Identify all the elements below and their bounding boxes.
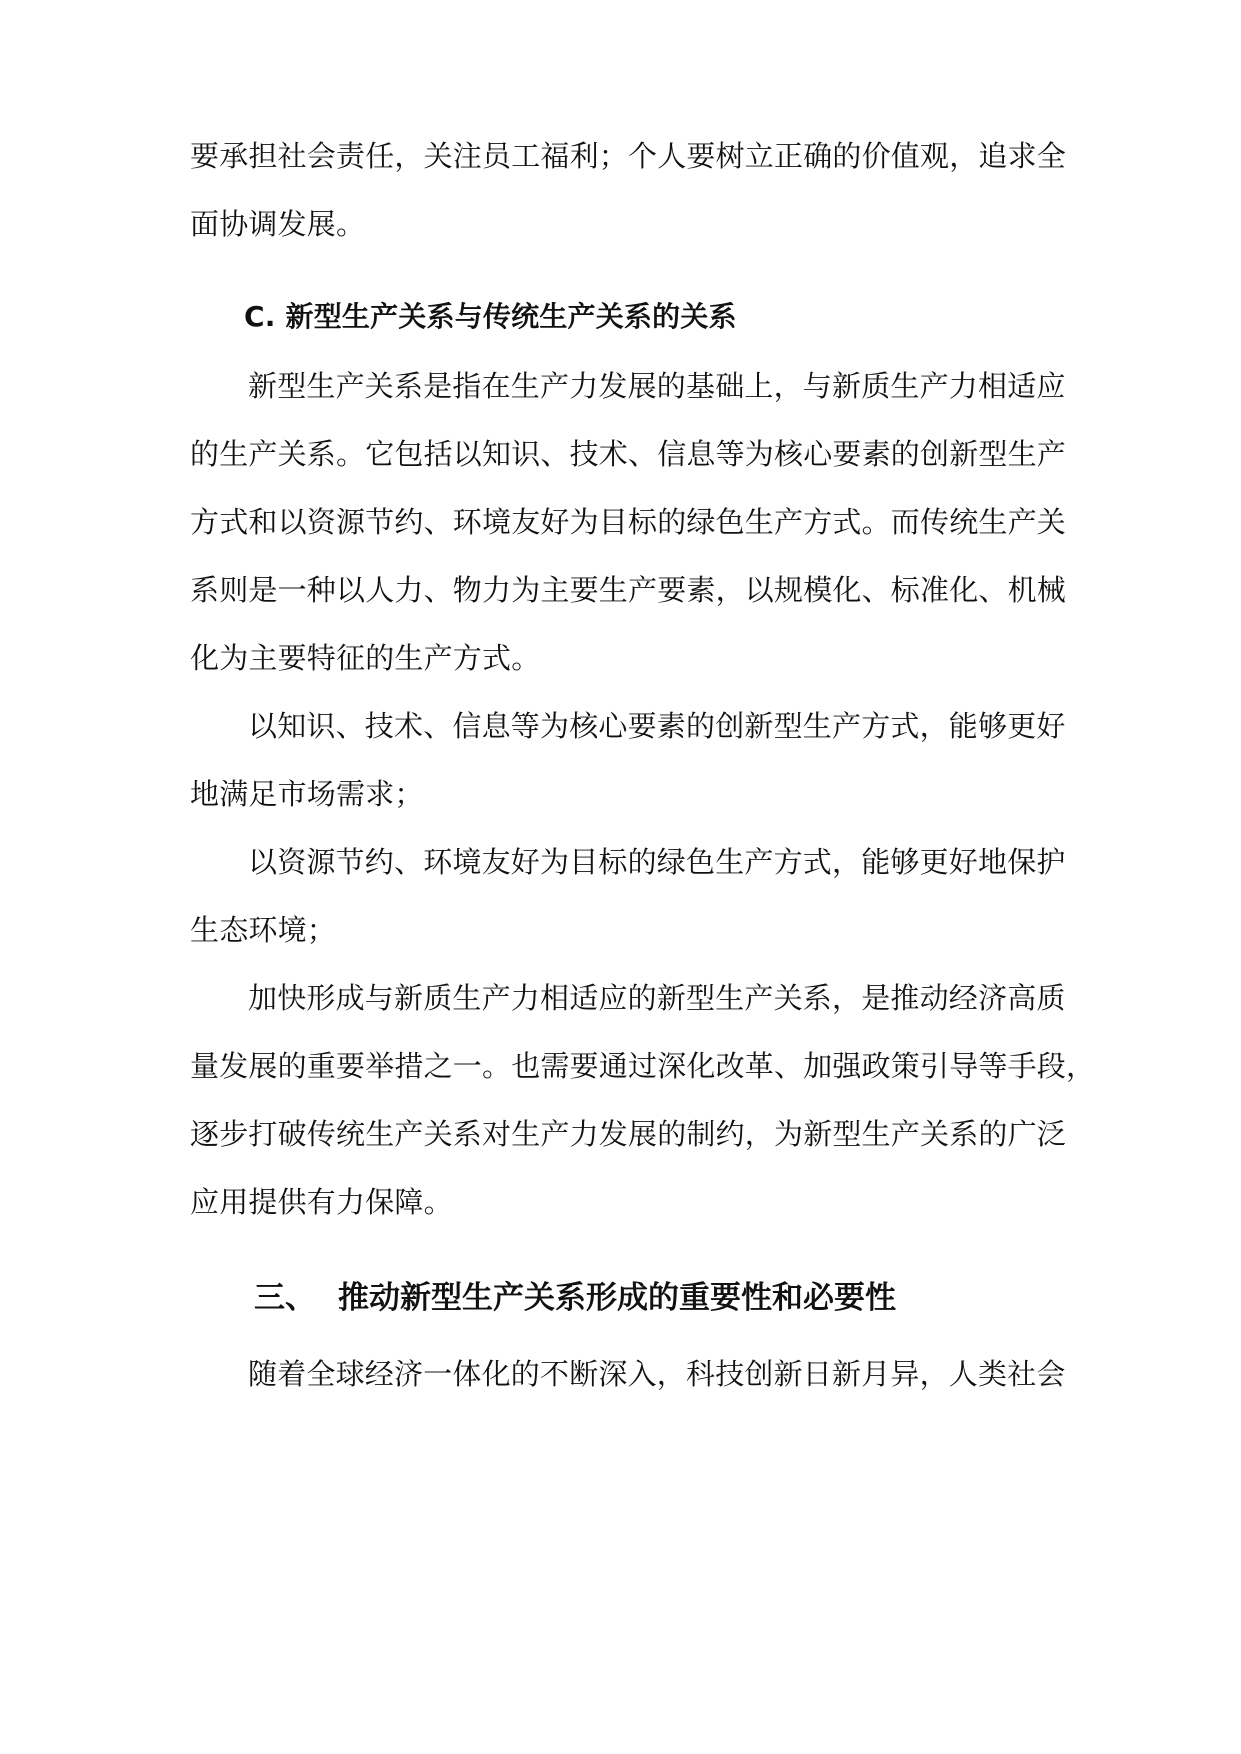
body-text-line: 化为主要特征的生产方式。 bbox=[190, 641, 541, 675]
body-text-line: 随着全球经济一体化的不断深入，科技创新日新月异，人类社会 bbox=[248, 1357, 1066, 1391]
body-text-line: 面协调发展。 bbox=[190, 207, 366, 241]
body-text-line: 的生产关系。它包括以知识、技术、信息等为核心要素的创新型生产 bbox=[190, 437, 1067, 471]
body-text-line: 方式和以资源节约、环境友好为目标的绿色生产方式。而传统生产关 bbox=[190, 505, 1067, 539]
section-c-heading: C. 新型生产关系与传统生产关系的关系 bbox=[244, 300, 737, 333]
body-text-line: 逐步打破传统生产关系对生产力发展的制约，为新型生产关系的广泛 bbox=[190, 1117, 1067, 1151]
body-text-line: 地满足市场需求； bbox=[190, 777, 424, 811]
body-text-line: 以资源节约、环境友好为目标的绿色生产方式，能够更好地保护 bbox=[248, 845, 1066, 879]
section-3-title: 推动新型生产关系形成的重要性和必要性 bbox=[338, 1280, 896, 1316]
body-text-line: 系则是一种以人力、物力为主要生产要素，以规模化、标准化、机械 bbox=[190, 573, 1067, 607]
body-text-line: 新型生产关系是指在生产力发展的基础上，与新质生产力相适应 bbox=[248, 369, 1066, 403]
body-text-line: 加快形成与新质生产力相适应的新型生产关系，是推动经济高质 bbox=[248, 981, 1066, 1015]
section-3-number: 三、 bbox=[254, 1280, 316, 1316]
body-text-line: 量发展的重要举措之一。也需要通过深化改革、加强政策引导等手段， bbox=[190, 1049, 1096, 1083]
body-text-line: 要承担社会责任，关注员工福利；个人要树立正确的价值观，追求全 bbox=[190, 139, 1067, 173]
body-text-line: 生态环境； bbox=[190, 913, 337, 947]
body-text-line: 应用提供有力保障。 bbox=[190, 1185, 453, 1219]
body-text-line: 以知识、技术、信息等为核心要素的创新型生产方式，能够更好 bbox=[248, 709, 1066, 743]
section-3-heading bbox=[254, 1276, 896, 1320]
